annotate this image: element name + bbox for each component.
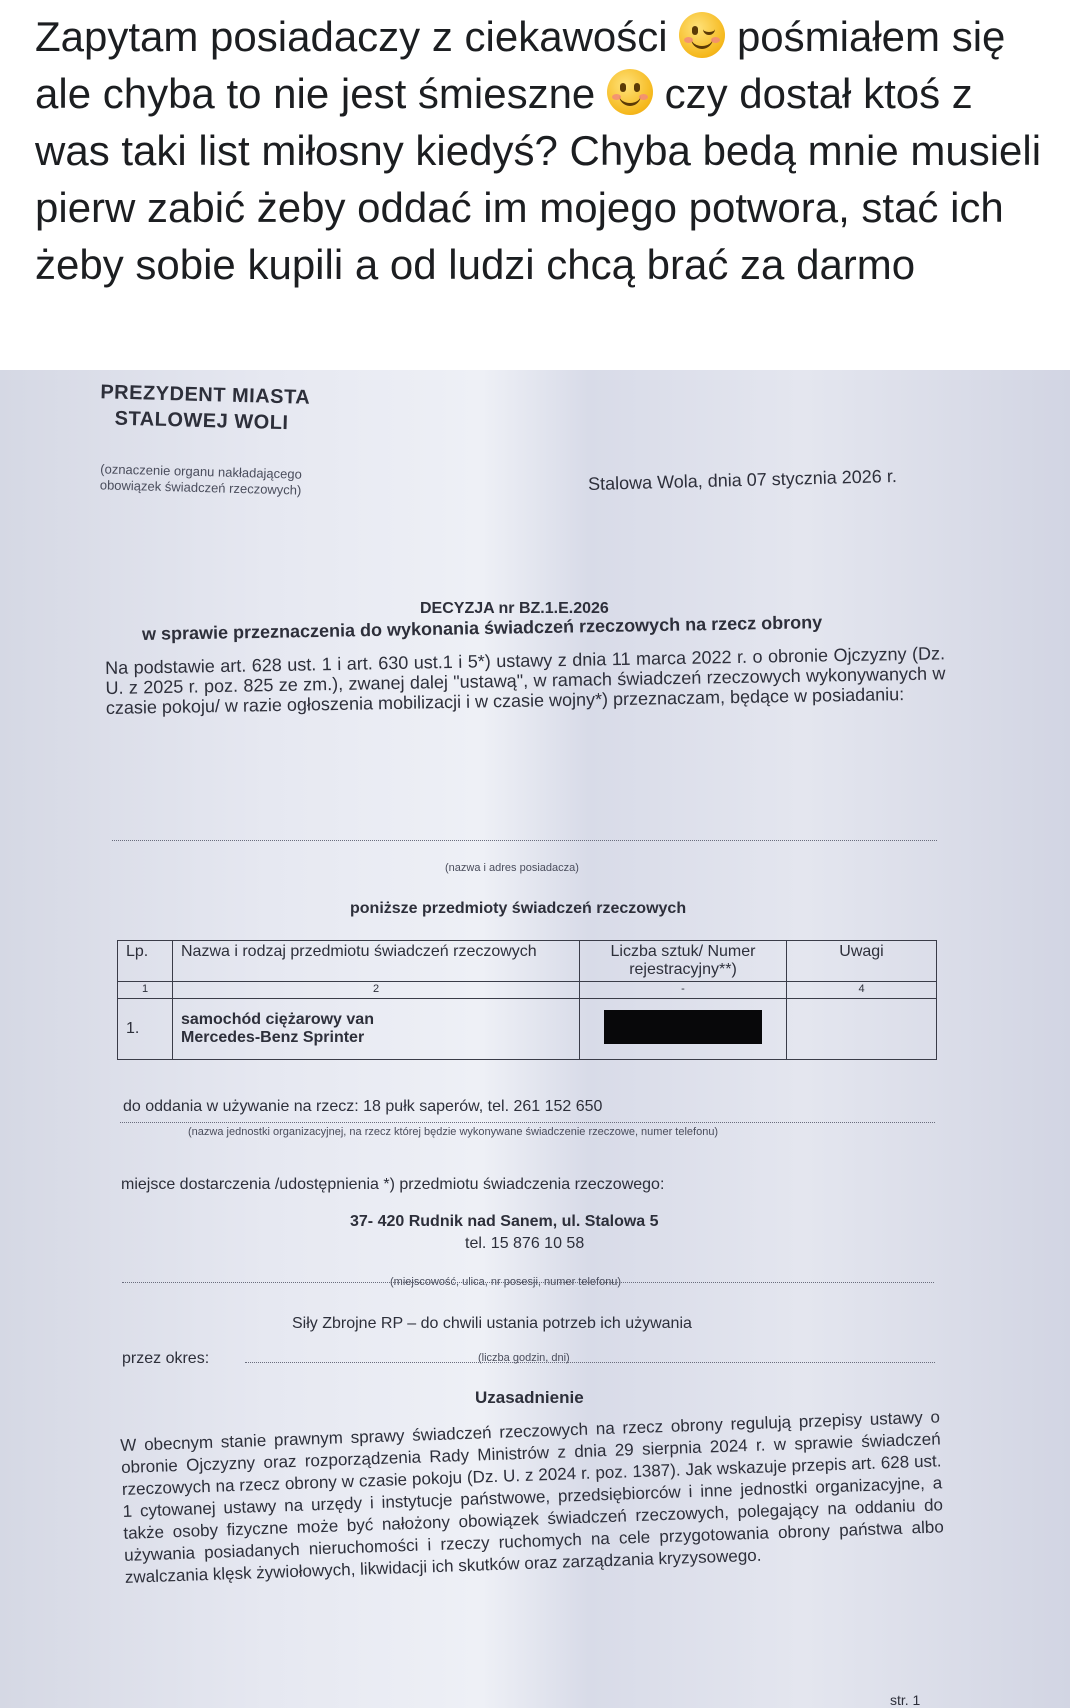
item-name-line2: Mercedes-Benz Sprinter <box>181 1029 365 1046</box>
items-table <box>117 940 937 1060</box>
smiling-face-icon <box>607 69 653 115</box>
delivery-phone: tel. 15 876 10 58 <box>465 1235 585 1252</box>
decision-title: DECYZJA nr BZ.1.E.2026 <box>420 600 609 617</box>
recipient-label: do oddania w używanie na rzecz: <box>123 1098 359 1115</box>
item-name <box>173 999 580 1060</box>
authority-note-line1: (oznaczenie organu nakładającego <box>100 461 303 482</box>
post-text-line2a: się ale chyba to nie jest śmieszne <box>35 13 1006 117</box>
col-header-lp: Lp. <box>118 941 173 982</box>
justification-paragraph: W obecnym stanie prawnym sprawy świadczeń rzeczowych na rzecz obrony regulują przepisy ustawy o obronie Ojczyzny oraz rozporządzenia Rady Ministrów z dnia 29 sierpnia 2024 r. w sprawie świadczeń rzeczowych na rzecz obrony w czasie pokoju (Dz. U. z 2024 r. poz. 1387). Jak wskazuje przepis art. 628 ust. 1 cytowanej ustawy na urzędy i instytucje państwowe, przedsiębiorców i inne jednostki organizacyjne, a także osoby fizyczne może być nałożony obowiązek świadczeń rzeczowych, polegający na oddaniu do używania posiadanych nieruchomości i rzeczy ruchomych na cele przygotowania obrony państwa albo zwalczania klęsk żywiołowych, likwidacji ich skutków oraz zarządzania kryzysowego. <box>120 1407 945 1587</box>
authority-note-line2: obowiązek świadczeń rzeczowych) <box>99 477 302 498</box>
col-header-count: Liczba sztuk/ Numer rejestracyjny**) <box>580 941 787 982</box>
table-number-row <box>118 982 937 999</box>
official-letter <box>0 370 1070 1708</box>
winking-face-icon <box>679 12 725 58</box>
col-header-name: Nazwa i rodzaj przedmiotu świadczeń rzeczowych <box>173 941 580 982</box>
delivery-place-label: miejsce dostarczenia /udostępnienia *) przedmiotu świadczenia rzeczowego: <box>121 1176 665 1193</box>
owner-note: (nazwa i adres posiadacza) <box>445 862 579 874</box>
authority-note <box>100 461 302 498</box>
col-number: 4 <box>787 982 937 999</box>
col-number: 2 <box>173 982 580 999</box>
item-notes <box>787 999 937 1060</box>
recipient-note: (nazwa jednostki organizacyjnej, na rzecz której będzie wykonywane świadczenie rzeczowe, numer telefonu) <box>188 1126 719 1138</box>
authority-line1: PREZYDENT MIASTA <box>100 381 311 409</box>
col-number: - <box>580 982 787 999</box>
recipient-value: 18 pułk saperów, tel. 261 152 650 <box>363 1098 603 1115</box>
delivery-note: (miejscowość, ulica, nr posesji, numer telefonu) <box>390 1276 622 1288</box>
issuing-authority <box>99 379 310 436</box>
authority-line2: STALOWEJ WOLI <box>114 407 289 435</box>
owner-dotted-line <box>112 840 937 841</box>
place-and-date: Stalowa Wola, dnia 07 stycznia 2026 r. <box>587 465 898 495</box>
period-note: (liczba godzin, dni) <box>478 1352 570 1364</box>
decision-subject: w sprawie przeznaczenia do wykonania świadczeń rzeczowych na rzecz obrony <box>141 612 823 644</box>
post-text-line1a: Zapytam posiadaczy z ciekawości <box>35 13 668 60</box>
item-registration <box>580 999 787 1060</box>
page-number: str. 1 <box>890 1692 921 1708</box>
period-value: Siły Zbrojne RP – do chwili ustania potrzeb ich używania <box>292 1315 692 1332</box>
document-photo[interactable] <box>0 370 1070 1708</box>
post-text-rest: ktoś z was taki list miłosny kiedyś? Chyba bedą mnie musieli pierw zabić żeby oddać im mojego potwora, stać ich żeby sobie kupili a od ludzi chcą brać za darmo <box>35 70 1042 288</box>
item-name-line1: samochód ciężarowy van <box>181 1011 374 1028</box>
col-number: 1 <box>118 982 173 999</box>
period-dotted-line <box>245 1362 935 1363</box>
recipient-dotted-line <box>120 1122 935 1123</box>
legal-basis-paragraph: Na podstawie art. 628 ust. 1 i art. 630 ust.1 i 5*) ustawy z dnia 11 marca 2022 r. o obronie Ojczyzny (Dz. U. z 2025 r. poz. 825 ze zm.), zwanej dalej "ustawą", w ramach świadczeń rzeczowych wykonywanych w czasie pokoju/ w razie ogłoszenia mobilizacji i w czasie wojny*) przeznaczam, będące w posiadaniu: <box>105 643 946 718</box>
justification-title: Uzasadnienie <box>475 1388 584 1407</box>
post-text-line2b: czy dostał <box>664 70 852 117</box>
recipient-line <box>123 1098 602 1116</box>
items-title: poniższe przedmioty świadczeń rzeczowych <box>350 900 687 917</box>
col-header-notes: Uwagi <box>787 941 937 982</box>
period-label: przez okres: <box>122 1350 210 1367</box>
table-row <box>118 999 937 1060</box>
post-text-line1b: pośmiałem <box>736 13 941 60</box>
table-header-row <box>118 941 937 982</box>
redaction-box <box>604 1010 762 1044</box>
delivery-address: 37- 420 Rudnik nad Sanem, ul. Stalowa 5 <box>350 1213 659 1230</box>
item-lp: 1. <box>118 999 173 1060</box>
post-text <box>35 8 1045 293</box>
